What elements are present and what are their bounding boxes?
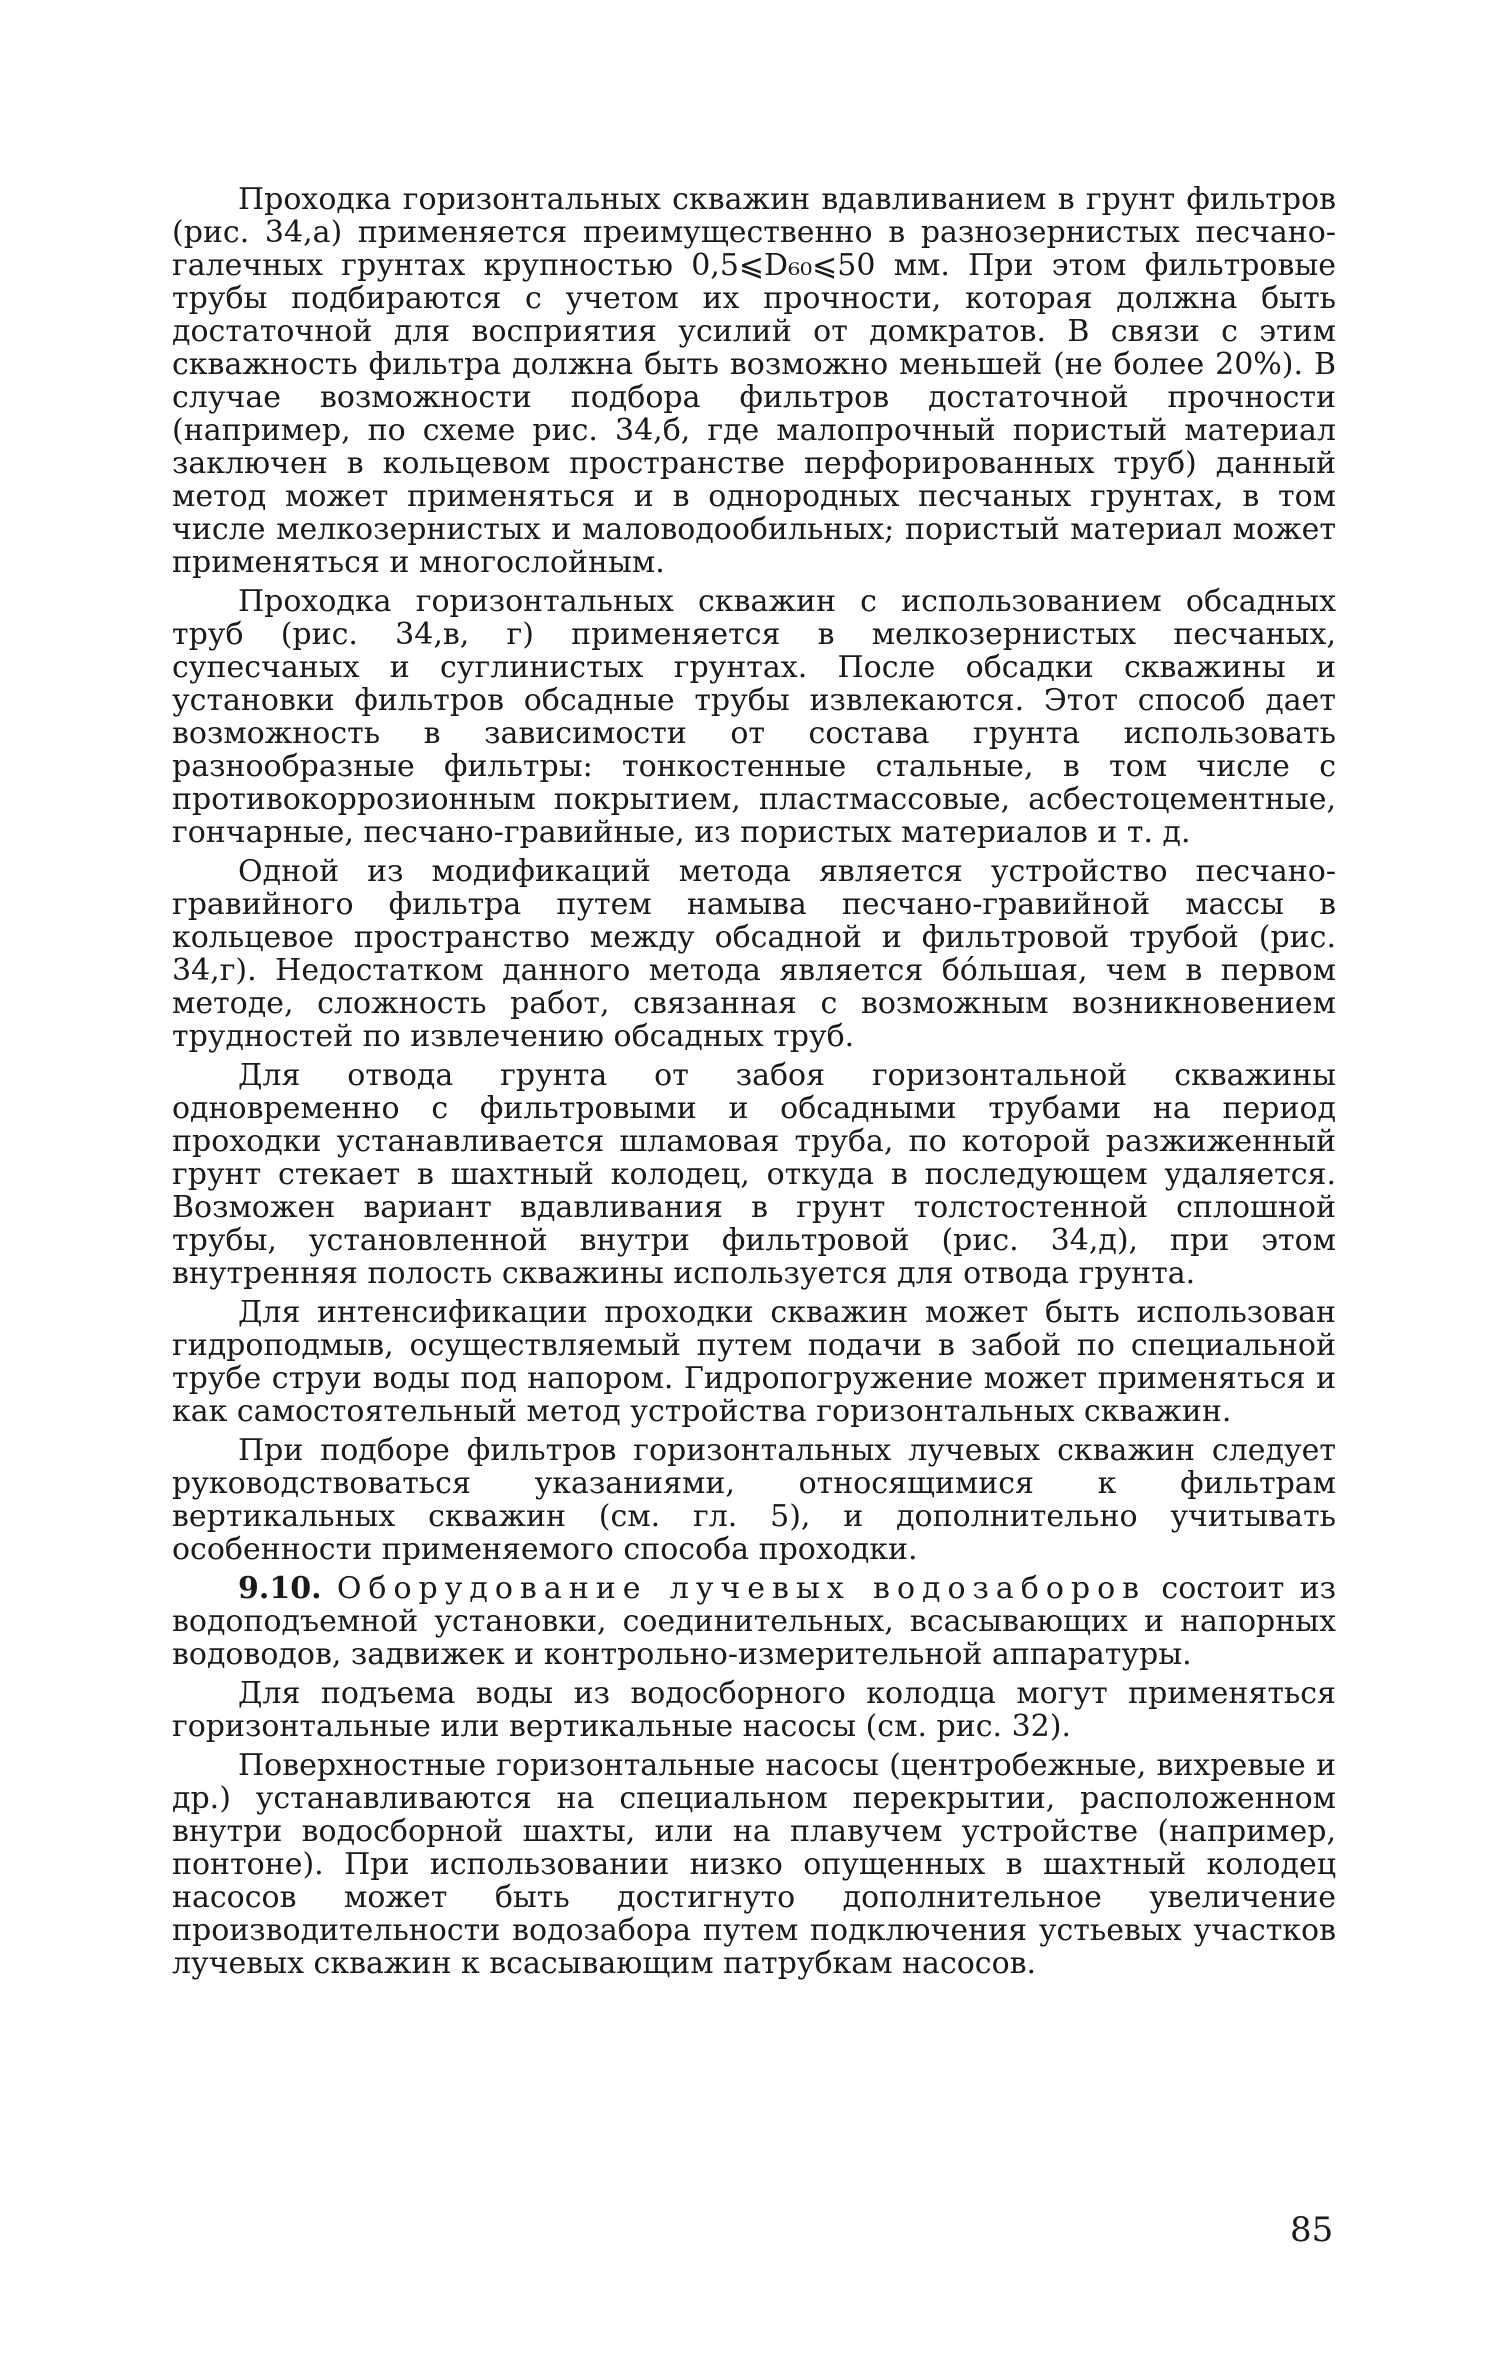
- paragraph-hydro-washing: Для интенсификации проходки скважин может быть использован гидроподмыв, осуществляемый путем подачи в забой по специальной трубе струи воды под напором. Гидропогружение может применяться и как самостоятельный метод устройства горизонтальных скважин.: [172, 1295, 1336, 1429]
- paragraph-gravel-filter-modification: Одной из модификаций метода является устройство песчано-гравийного фильтра путем намыва песчано-гравийной массы в кольцевое пространство между обсадной и фильтровой трубой (рис. 34,г). Недостатком данного метода является бо́льшая, чем в первом методе, сложность работ, связанная с возможным возникновением трудностей по извлечению обсадных труб.: [172, 854, 1336, 1054]
- paragraph-casing-pipes: Проходка горизонтальных скважин с использованием обсадных труб (рис. 34,в, г) применяется в мелкозернистых песчаных, супесчаных и суглинистых грунтах. После обсадки скважины и установки фильтров обсадные трубы извлекаются. Этот способ дает возможность в зависимости от состава грунта использовать разнообразные фильтры: тонкостенные стальные, в том числе с противокоррозионным покрытием, пластмассовые, асбестоцементные, гончарные, песчано-гравийные, из пористых материалов и т. д.: [172, 584, 1336, 850]
- section-number: 9.10.: [238, 1571, 322, 1606]
- paragraph-filter-selection: При подборе фильтров горизонтальных лучевых скважин следует руководствоваться указаниями, относящимися к фильтрам вертикальных скважин (см. гл. 5), и дополнительно учитывать особенности применяемого способа проходки.: [172, 1433, 1336, 1567]
- paragraph-drilling-by-pressing: Проходка горизонтальных скважин вдавливанием в грунт фильтров (рис. 34,а) применяется преимущественно в разнозернистых песчано-галечных грунтах крупностью 0,5⩽D₆₀⩽50 мм. При этом фильтровые трубы подбираются с учетом их прочности, которая должна быть достаточной для восприятия усилий от домкратов. В связи с этим скважность фильтра должна быть возможно меньшей (не более 20%). В случае возможности подбора фильтров достаточной прочности (например, по схеме рис. 34,б, где малопрочный пористый материал заключен в кольцевом пространстве перфорированных труб) данный метод может применяться и в однородных песчаных грунтах, в том числе мелкозернистых и маловодообильных; пористый материал может применяться и многослойным.: [172, 182, 1336, 580]
- body-text: [172, 183, 1336, 1986]
- paragraph-surface-pumps: Поверхностные горизонтальные насосы (центробежные, вихревые и др.) устанавливаются на специальном перекрытии, расположенном внутри водосборной шахты, или на плавучем устройстве (например, понтоне). При использовании низко опущенных в шахтный колодец насосов может быть достигнуто дополнительное увеличение производительности водозабора путем подключения устьевых участков лучевых скважин к всасывающим патрубкам насосов.: [172, 1748, 1336, 1981]
- page-number: 85: [1290, 2210, 1334, 2250]
- section-9-10: [172, 1572, 1336, 1671]
- section-text: состоит из водоподъемной установки, соединительных, всасывающих и напорных водоводов, задвижек и контрольно-измерительной аппаратуры.: [172, 1571, 1336, 1672]
- section-heading: Оборудование лучевых водозаборов: [336, 1571, 1147, 1606]
- paragraph-soil-removal: Для отвода грунта от забоя горизонтальной скважины одновременно с фильтровыми и обсадными трубами на период проходки устанавливается шламовая труба, по которой разжиженный грунт стекает в шахтный колодец, откуда в последующем удаляется. Возможен вариант вдавливания в грунт толстостенной сплошной трубы, установленной внутри фильтровой (рис. 34,д), при этом внутренняя полость скважины используется для отвода грунта.: [172, 1058, 1336, 1291]
- paragraph-pumps: Для подъема воды из водосборного колодца могут применяться горизонтальные или вертикальные насосы (см. рис. 32).: [172, 1676, 1336, 1744]
